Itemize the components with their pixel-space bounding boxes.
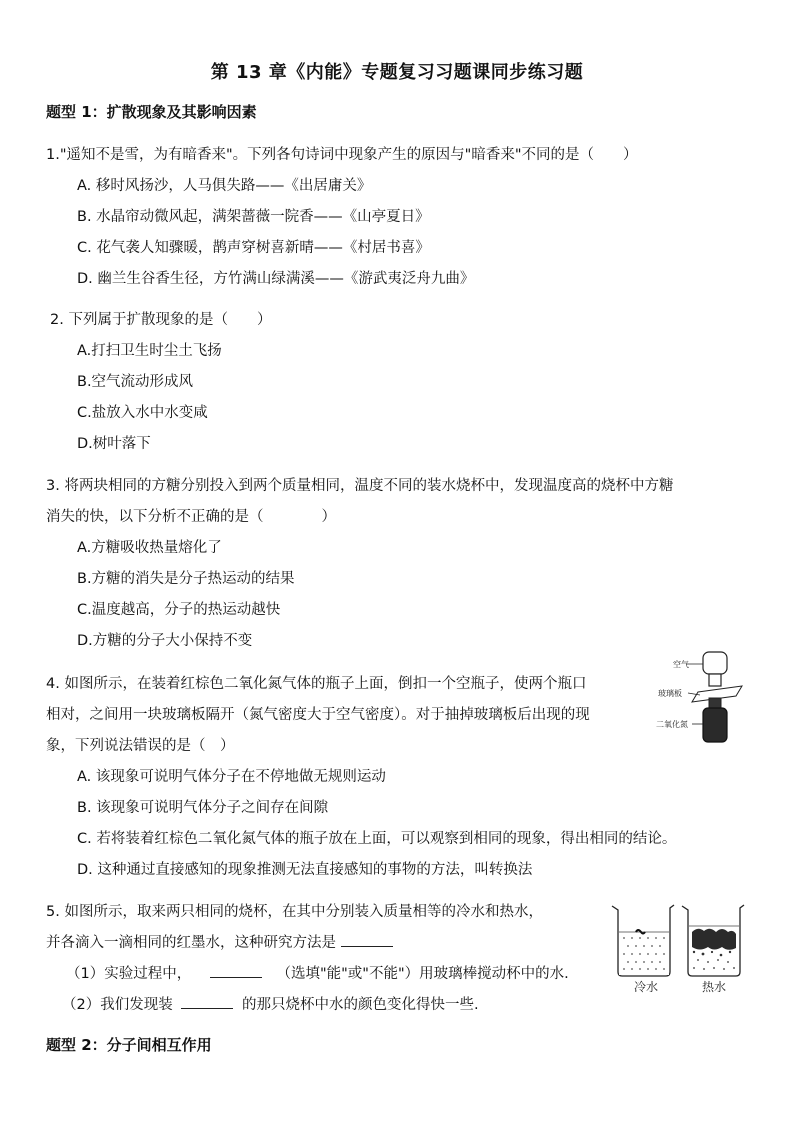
question-3-stem-line1: 3. 将两块相同的方糖分别投入到两个质量相同，温度不同的装水烧杯中，发现温度高的烧杯中方糖 xyxy=(46,478,674,494)
question-5-stem-line1: 5. 如图所示，取来两只相同的烧杯，在其中分别装入质量相等的冷水和热水， xyxy=(46,904,543,920)
question-4-stem-line2: 相对，之间用一块玻璃板隔开（氮气密度大于空气密度）。对于抽掉玻璃板后出现的现 xyxy=(46,707,590,723)
figure-label-no2: 二氧化氮 xyxy=(656,720,688,729)
question-3-option-b: B.方糖的消失是分子热运动的结果 xyxy=(77,571,295,587)
question-2-option-c: C.盐放入水中水变咸 xyxy=(77,405,208,421)
cold-water-beaker xyxy=(612,905,674,976)
figure-label-cold-water: 冷水 xyxy=(634,980,659,994)
question-1-stem: 1."遥知不是雪，为有暗香来"。下列各句诗词中现象产生的原因与"暗香来"不同的是（ ） xyxy=(46,147,638,163)
figure-label-hot-water: 热水 xyxy=(702,980,727,994)
question-1-option-a: A. 移时风扬沙，人马俱失路——《出居庸关》 xyxy=(77,178,372,194)
question-5-sub-2-post: 的那只烧杯中水的颜色变化得快一些. xyxy=(241,997,479,1013)
question-5-blank-stir xyxy=(210,963,262,978)
air-bottle xyxy=(703,652,727,674)
question-3-stem-line2: 消失的快，以下分析不正确的是（ ） xyxy=(46,509,336,525)
question-1-option-b: B. 水晶帘动微风起，满架蔷薇一院香——《山亭夏日》 xyxy=(77,209,430,225)
question-1-option-c: C. 花气袭人知骤暖，鹊声穿树喜新晴——《村居书喜》 xyxy=(77,240,430,256)
air-bottle-neck xyxy=(709,674,721,686)
question-5-blank-faster xyxy=(181,994,233,1009)
question-5-sub-1 xyxy=(66,962,569,983)
question-5-stem-line2 xyxy=(46,931,393,952)
question-5-sub-1-pre: （1）实验过程中， xyxy=(66,966,192,982)
no2-bottle xyxy=(703,708,727,742)
question-4-option-a: A. 该现象可说明气体分子在不停地做无规则运动 xyxy=(77,769,386,785)
section-heading-diffusion: 题型 1：扩散现象及其影响因素 xyxy=(46,103,257,121)
figure-label-air: 空气 xyxy=(673,660,689,669)
question-4-option-c: C. 若将装着红棕色二氧化氮气体的瓶子放在上面，可以观察到相同的现象，得出相同的结论。 xyxy=(77,831,677,847)
question-2-option-d: D.树叶落下 xyxy=(77,436,151,452)
question-3-option-c: C.温度越高，分子的热运动越快 xyxy=(77,602,281,618)
question-1-option-d: D. 幽兰生谷香生径，方竹满山绿满溪——《游武夷泛舟九曲》 xyxy=(77,271,475,287)
question-5-beakers-figure xyxy=(608,902,758,996)
question-3-option-a: A.方糖吸收热量熔化了 xyxy=(77,540,222,556)
question-5-sub-2-pre: （2）我们发现装 xyxy=(62,997,173,1013)
question-4-option-b: B. 该现象可说明气体分子之间存在间隙 xyxy=(77,800,329,816)
no2-bottle-neck xyxy=(709,698,721,708)
page-title: 第 13 章《内能》专题复习习题课同步练习题 xyxy=(210,62,584,83)
section-heading-molecular-forces: 题型 2：分子间相互作用 xyxy=(46,1036,212,1054)
question-4-stem-line1: 4. 如图所示，在装着红棕色二氧化氮气体的瓶子上面，倒扣一个空瓶子，使两个瓶口 xyxy=(46,676,587,692)
question-5-sub-2 xyxy=(62,993,479,1014)
question-5-blank-method xyxy=(341,932,393,947)
hot-water-beaker xyxy=(682,905,744,976)
question-4-bottles-figure xyxy=(656,646,756,746)
question-4-option-d: D. 这种通过直接感知的现象推测无法直接感知的事物的方法，叫转换法 xyxy=(77,862,533,878)
figure-label-glass: 玻璃板 xyxy=(658,689,682,698)
question-4-stem-line3: 象，下列说法错误的是（ ） xyxy=(46,738,235,754)
question-5-sub-1-post: （选填"能"或"不能"）用玻璃棒搅动杯中的水. xyxy=(276,966,569,982)
question-3-option-d: D.方糖的分子大小保持不变 xyxy=(77,633,253,649)
question-5-stem-line2-text: 并各滴入一滴相同的红墨水，这种研究方法是 xyxy=(46,935,336,951)
question-2-option-a: A.打扫卫生时尘土飞扬 xyxy=(77,343,222,359)
question-2-stem: 2. 下列属于扩散现象的是（ ） xyxy=(50,312,272,328)
question-2-option-b: B.空气流动形成风 xyxy=(77,374,194,390)
